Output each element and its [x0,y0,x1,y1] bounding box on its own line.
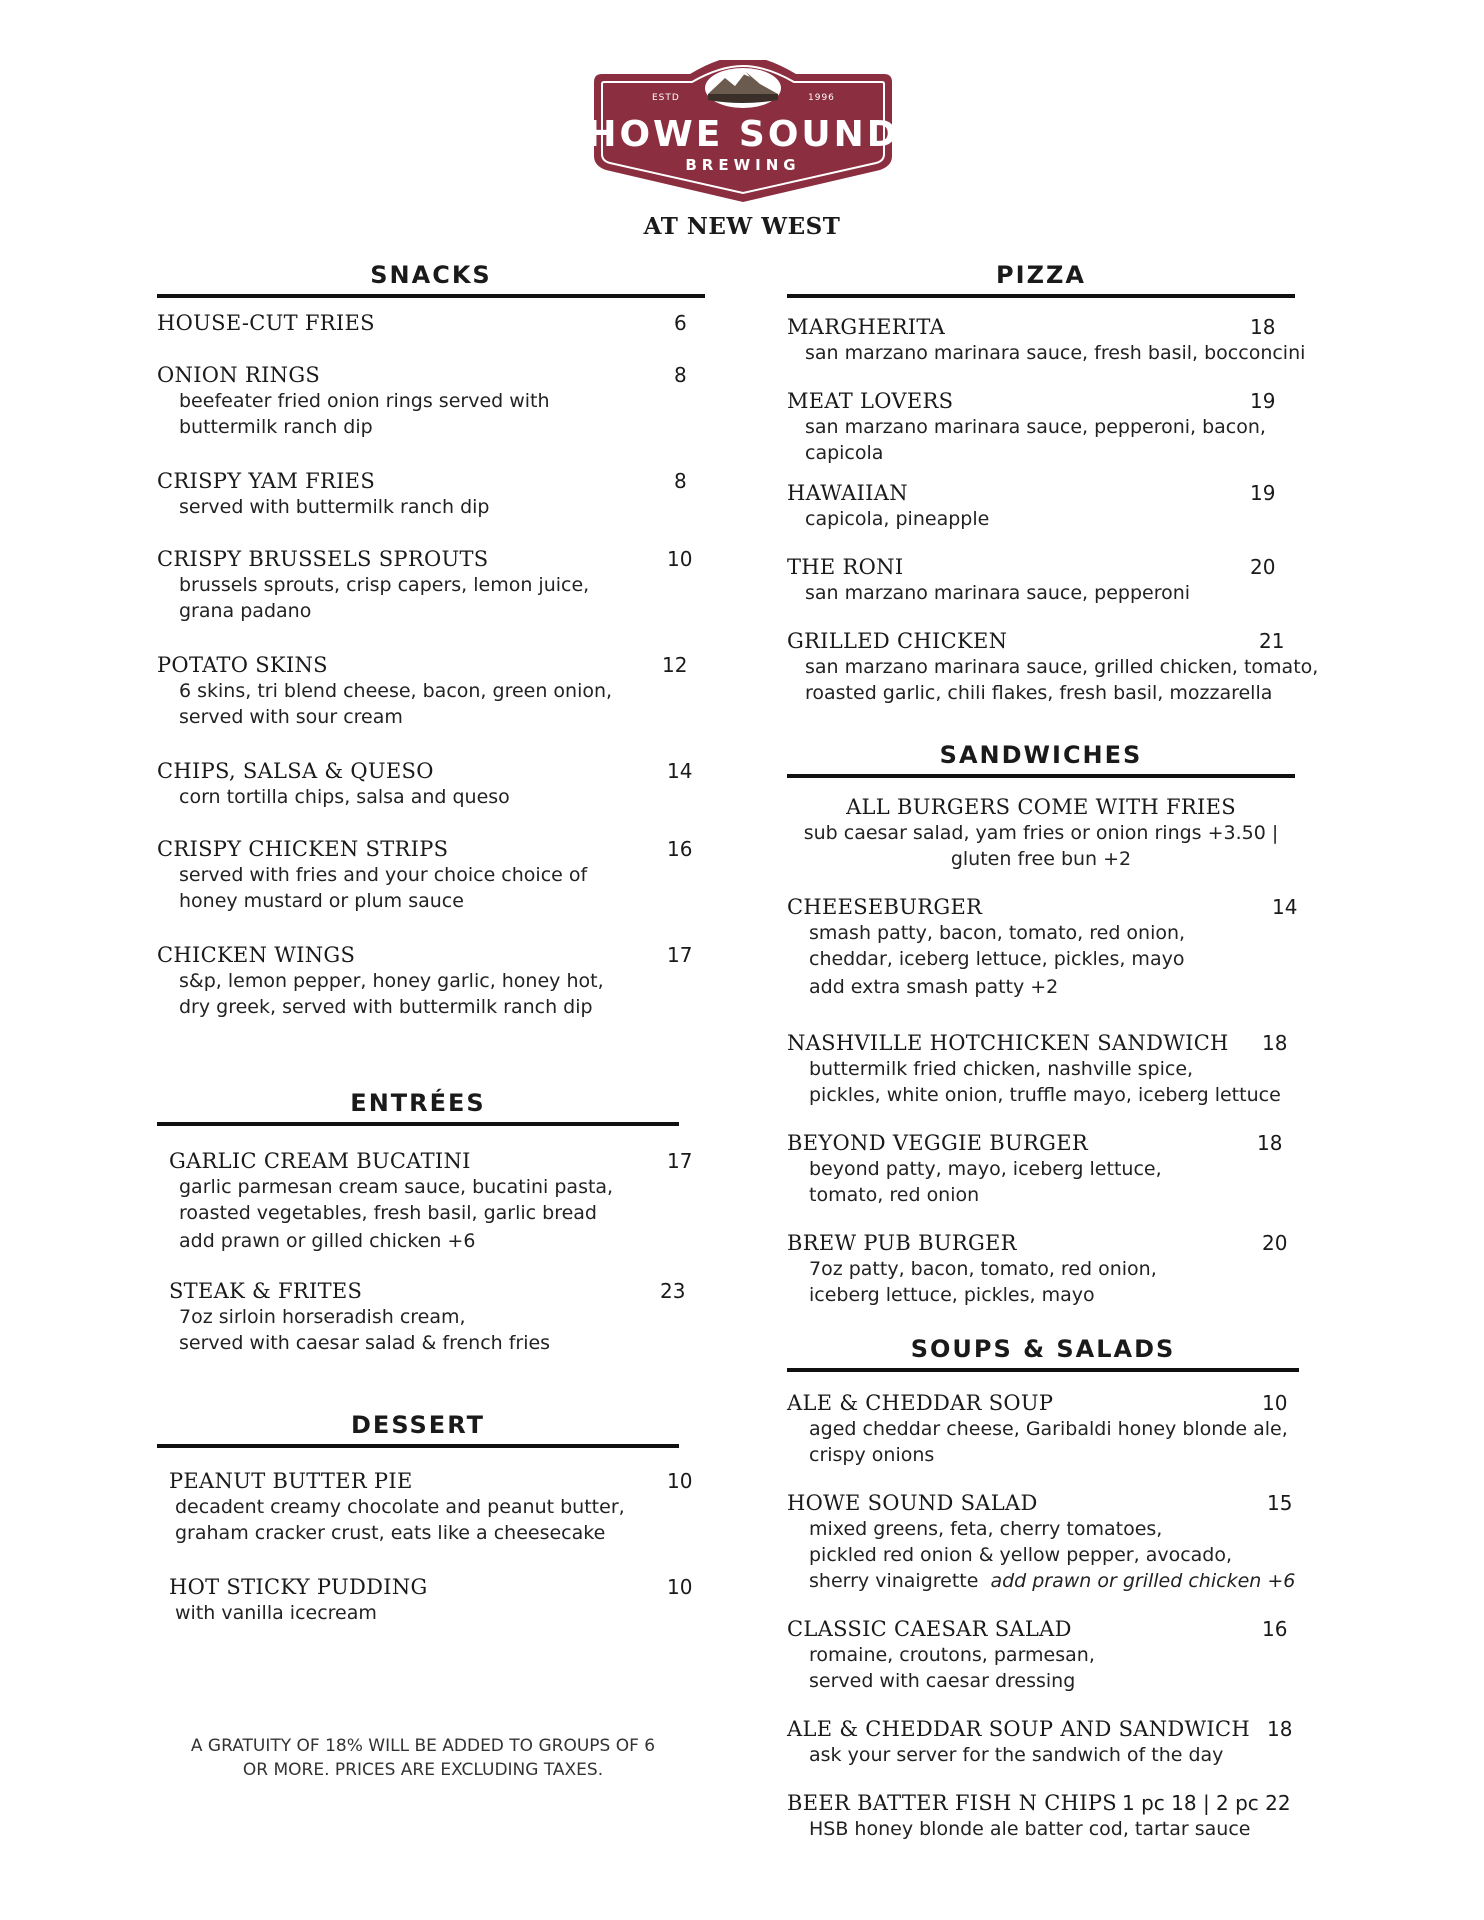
item-description-text: served with caesar salad & french fries [179,1332,551,1354]
item-addon: add prawn or grilled chicken +6 [990,1570,1296,1592]
menu-item [787,554,1327,606]
menu-item [787,1490,1347,1594]
item-description [787,1442,1347,1468]
item-description-text: grana padano [179,600,312,622]
item-name: CHICKEN WINGS [157,943,356,967]
item-name: THE RONI [787,555,904,579]
section-title: SOUPS & SALADS [910,1335,1176,1363]
gratuity-line-2: OR MORE. PRICES ARE EXCLUDING TAXES. [242,1760,604,1780]
item-price: 19 [1250,389,1276,413]
item-description-text: romaine, croutons, parmesan, [809,1644,1095,1666]
item-addon: add prawn or gilled chicken +6 [179,1230,476,1252]
item-description-text: smash patty, bacon, tomato, red onion, [809,922,1186,944]
item-description-text: 6 skins, tri blend cheese, bacon, green onion, [179,680,613,702]
item-description [169,1520,697,1546]
brand-sub: BREWING [685,156,801,174]
item-description-text: decadent creamy chocolate and peanut butter, [175,1496,625,1518]
item-description-text: brussels sprouts, crisp capers, lemon juice, [179,574,590,596]
item-description-text: san marzano marinara sauce, grilled chicken, tomato, [805,656,1319,678]
item-description [787,340,1327,366]
item-price: 17 [667,1149,693,1173]
item-description [787,1282,1327,1308]
item-price: 10 [1262,1391,1288,1415]
menu-item [157,310,697,336]
item-name: CRISPY YAM FRIES [157,469,375,493]
menu-item [157,836,697,914]
menu-item [157,758,697,810]
item-description [787,580,1327,606]
menu-item [787,1790,1347,1842]
item-description [787,1256,1327,1282]
item-description-text: buttermilk ranch dip [179,416,373,438]
menu-item [157,546,697,624]
item-description-text: served with caesar dressing [809,1670,1076,1692]
item-price: 18 [1267,1717,1293,1741]
item-description [169,1200,697,1226]
item-description [787,1542,1347,1568]
item-description [157,888,697,914]
burger-note-line-1: sub caesar salad, yam fries or onion rings +3.50 | [803,822,1279,844]
item-description-text: dry greek, served with buttermilk ranch dip [179,996,593,1018]
item-description-text: ask your server for the sandwich of the day [809,1744,1224,1766]
item-addon: add extra smash patty +2 [809,976,1059,998]
dessert-section [157,1408,679,1448]
section-rule [157,1444,679,1448]
item-description-text: 7oz sirloin horseradish cream, [179,1306,466,1328]
item-description-text: 7oz patty, bacon, tomato, red onion, [809,1258,1157,1280]
estd-right-text: 1996 [808,93,835,103]
howe-sound-logo [580,60,906,206]
item-description-text: honey mustard or plum sauce [179,890,464,912]
menu-item [157,362,697,440]
section-title: SANDWICHES [939,741,1143,769]
soups-section [787,1332,1299,1372]
item-description [169,1330,697,1356]
estd-left-text: ESTD [652,93,680,103]
item-description-text: buttermilk fried chicken, nashville spice, [809,1058,1194,1080]
item-description [169,1494,697,1520]
menu-item [787,1390,1347,1468]
item-description [787,1516,1347,1542]
menu-item [157,652,697,730]
menu-item [787,1616,1347,1694]
item-description [157,784,697,810]
item-price: 17 [667,943,693,967]
item-description [787,946,1327,972]
item-description-text: sherry vinaigrette [809,1570,979,1592]
item-description-text: garlic parmesan cream sauce, bucatini pasta, [179,1176,614,1198]
item-description-text: capicola, pineapple [805,508,990,530]
menu-item [157,468,697,520]
item-price: 16 [1262,1617,1288,1641]
gratuity-line-1: A GRATUITY OF 18% WILL BE ADDED TO GROUPS OF 6 [190,1736,656,1756]
menu-item [787,314,1327,366]
item-description [787,920,1327,946]
section-title: PIZZA [996,261,1086,289]
item-name: HOT STICKY PUDDING [169,1575,428,1599]
section-rule [157,1122,679,1126]
item-price: 20 [1250,555,1276,579]
item-description [169,1304,697,1330]
menu-item [787,1716,1347,1768]
item-price: 10 [667,1469,693,1493]
item-price: 14 [1272,895,1298,919]
section-rule [157,294,705,298]
item-price: 20 [1262,1231,1288,1255]
item-description-text: pickles, white onion, truffle mayo, iceberg lettuce [809,1084,1281,1106]
item-name: GRILLED CHICKEN [787,629,1008,653]
item-description-text: san marzano marinara sauce, fresh basil, bocconcini [805,342,1306,364]
entrees-section [157,1086,679,1126]
item-description [787,1182,1327,1208]
item-description-text: with vanilla icecream [175,1602,377,1624]
item-description [787,1156,1327,1182]
item-price: 16 [667,837,693,861]
item-description-text: roasted vegetables, fresh basil, garlic bread [179,1202,597,1224]
item-name: CRISPY CHICKEN STRIPS [157,837,449,861]
item-name: POTATO SKINS [157,653,328,677]
item-description [787,414,1327,440]
item-description [787,654,1327,680]
burger-note [787,794,1295,872]
item-description-text: roasted garlic, chili flakes, fresh basil, mozzarella [805,682,1273,704]
item-description-text: cheddar, iceberg lettuce, pickles, mayo [809,948,1185,970]
menu-item [787,894,1327,1000]
item-name: BEYOND VEGGIE BURGER [787,1131,1088,1155]
item-name: ONION RINGS [157,363,321,387]
item-description-text: s&p, lemon pepper, honey garlic, honey hot, [179,970,604,992]
item-price: 18 [1250,315,1276,339]
item-description [787,506,1327,532]
item-description-text: aged cheddar cheese, Garibaldi honey blonde ale, [809,1418,1288,1440]
item-description [787,440,1327,466]
item-description-text: tomato, red onion [809,1184,980,1206]
item-price: 10 [667,1575,693,1599]
item-name: CLASSIC CAESAR SALAD [787,1617,1072,1641]
item-description [787,1056,1327,1082]
item-description-text: mixed greens, feta, cherry tomatoes, [809,1518,1163,1540]
item-description [787,1668,1347,1694]
menu-item [157,1574,697,1626]
item-name: HOWE SOUND SALAD [787,1491,1038,1515]
item-description [157,414,697,440]
item-name: HAWAIIAN [787,481,908,505]
item-price: 8 [674,363,687,387]
item-price: 21 [1259,629,1285,653]
item-price: 1 pc 18 | 2 pc 22 [1122,1791,1291,1815]
item-description [157,388,697,414]
menu-item [787,388,1327,466]
pizza-section [787,258,1295,298]
item-description-text: served with buttermilk ranch dip [179,496,490,518]
burger-note-line-2: gluten free bun +2 [950,848,1132,870]
item-price: 23 [660,1279,686,1303]
section-title: SNACKS [370,261,492,289]
item-name: ALE & CHEDDAR SOUP [787,1391,1054,1415]
item-description [157,994,697,1020]
section-rule [787,774,1295,778]
item-description [157,862,697,888]
item-description [787,1742,1347,1768]
menu-item [157,1148,697,1254]
item-name: HOUSE-CUT FRIES [157,311,375,335]
section-rule [787,1368,1299,1372]
item-description [157,704,697,730]
menu-item [787,1130,1327,1208]
menu-item [787,1030,1327,1108]
item-description-text: HSB honey blonde ale batter cod, tartar sauce [809,1818,1251,1840]
item-name: CHEESEBURGER [787,895,983,919]
item-price: 14 [667,759,693,783]
item-description [157,572,697,598]
item-description [157,968,697,994]
item-name: PEANUT BUTTER PIE [169,1469,413,1493]
section-rule [787,294,1295,298]
brand-name: HOWE SOUND [586,114,900,155]
item-name: ALE & CHEDDAR SOUP AND SANDWICH [787,1717,1251,1741]
item-description-text: graham cracker crust, eats like a cheesecake [175,1522,606,1544]
item-description-text: san marzano marinara sauce, pepperoni, bacon, [805,416,1266,438]
item-price: 18 [1262,1031,1288,1055]
item-price: 6 [674,311,687,335]
item-description [169,1174,697,1200]
menu-item [157,1278,697,1356]
menu-item [787,480,1327,532]
item-price: 19 [1250,481,1276,505]
sandwiches-section [787,738,1295,778]
menu-item [787,628,1327,706]
item-description [169,1600,697,1626]
menu-item [157,1468,697,1546]
item-description [787,1642,1347,1668]
item-description [157,678,697,704]
item-price: 15 [1267,1491,1293,1515]
item-name: NASHVILLE HOTCHICKEN SANDWICH [787,1031,1229,1055]
item-name: CRISPY BRUSSELS SPROUTS [157,547,489,571]
item-description-text: crispy onions [809,1444,935,1466]
item-description-text: san marzano marinara sauce, pepperoni [805,582,1191,604]
item-price: 8 [674,469,687,493]
item-description [787,1568,1347,1594]
item-description-text: served with fries and your choice choice of [179,864,588,886]
item-name: BREW PUB BURGER [787,1231,1017,1255]
item-name: GARLIC CREAM BUCATINI [169,1149,471,1173]
item-price: 18 [1257,1131,1283,1155]
item-description [787,680,1327,706]
item-description-text: capicola [805,442,884,464]
section-title: ENTRÉES [350,1089,486,1117]
item-description-text: corn tortilla chips, salsa and queso [179,786,510,808]
menu-item [157,942,697,1020]
menu-item [787,1230,1327,1308]
item-name: CHIPS, SALSA & QUESO [157,759,434,783]
item-name: MARGHERITA [787,315,946,339]
burger-note-title: ALL BURGERS COME WITH FRIES [846,795,1236,819]
item-description [157,494,697,520]
item-description [787,1082,1327,1108]
section-title: DESSERT [351,1411,485,1439]
item-description [157,598,697,624]
item-description [787,1416,1347,1442]
gratuity-note [168,1734,678,1782]
item-description-text: iceberg lettuce, pickles, mayo [809,1284,1095,1306]
item-price: 10 [667,547,693,571]
item-description-text: pickled red onion & yellow pepper, avocado, [809,1544,1233,1566]
item-description [787,1816,1347,1842]
item-description-text: served with sour cream [179,706,403,728]
item-name: MEAT LOVERS [787,389,954,413]
item-description-text: beyond patty, mayo, iceberg lettuce, [809,1158,1162,1180]
snacks-section [157,258,705,298]
location-title: AT NEW WEST [643,213,841,240]
item-price: 12 [662,653,688,677]
item-name: STEAK & FRITES [169,1279,363,1303]
item-name: BEER BATTER FISH N CHIPS [787,1791,1117,1815]
item-description-text: beefeater fried onion rings served with [179,390,550,412]
